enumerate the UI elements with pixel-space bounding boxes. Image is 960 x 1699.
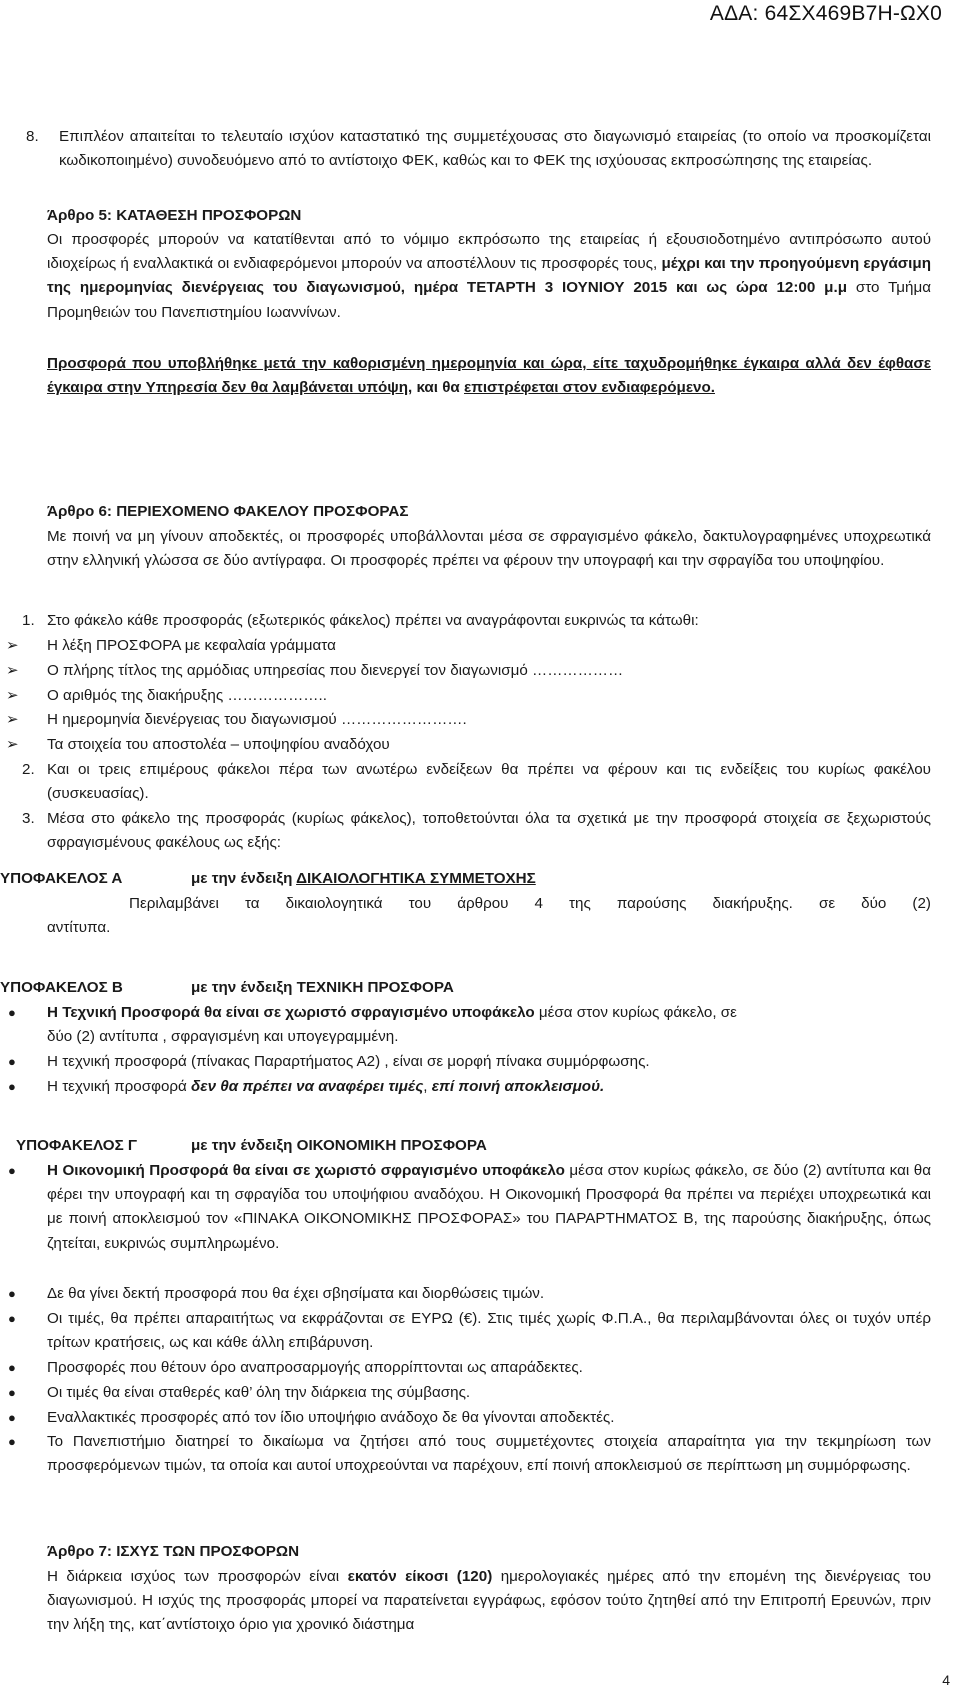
article-6-title: Άρθρο 6: ΠΕΡΙΕΧΟΜΕΝΟ ΦΑΚΕΛΟΥ ΠΡΟΣΦΟΡΑΣ: [47, 503, 409, 520]
article-5-p1-text: Οι προσφορές μπορούν να κατατίθενται από το νόμιμο εκπρόσωπο της εταιρείας ή εξουσιοδοτημένο αντιπρόσωπο αυτού ιδιοχείρως ή εναλλακτικά οι ενδιαφερόμενοι μπορούν να αποστέλλουν τις προσφορές τους,: [47, 231, 931, 273]
sub-c-c6: Εναλλακτικές προσφορές από τον ίδιο υποψήφιο ανάδοχο δε θα γίνονται αποδεκτές.: [47, 1409, 615, 1426]
article-7-duration: εκατόν είκοσι (120): [347, 1568, 493, 1585]
sub-b-b3-pre: Η τεχνική προσφορά: [47, 1078, 192, 1095]
article-5-deadline: μέχρι και την προηγούμενη εργάσιμη της ημερομηνίας διενέργειας του διαγωνισμού, ημέρα ΤΕΤΑΡΤΗ 3 ΙΟΥΝΙΟΥ 2015 και ως ώρα 12:00 μ.μ: [47, 255, 931, 297]
bullet-dot-icon: ●: [8, 1005, 16, 1020]
sub-c-c2: Δε θα γίνει δεκτή προσφορά που θα έχει σβησίματα και διορθώσεις τιμών.: [47, 1285, 545, 1302]
sub-b-b1-line-2: δύο (2) αντίτυπα , σφραγισμένη και υπογεγραμμένη.: [47, 1028, 399, 1045]
bullet-dot-icon: ●: [8, 1434, 16, 1449]
sub-c-c1-rest: μέσα στον κυρίως φάκελο, σε δύο (2) αντίτυπα και θα φέρει την υπογραφή και τη σφραγίδα του υποψήφιου αναδόχου. Η Οικονομική Προσφορά θα πρέπει να περιέχει υποχρεωτικά και με ποινή αποκλεισμού τον «ΠΙΝΑΚΑ ΟΙΚΟΝΟΜΙΚΗΣ ΠΡΟΣΦΟΡΑΣ» του ΠΑΡΑΡΤΗΜΑΤΟΣ Β, της παρούσης διακήρυξης, όπως ζητείται, ευκρινώς συμπληρωμένο.: [47, 1162, 931, 1252]
page-number: 4: [942, 1672, 950, 1688]
sub-b-b2-text: Η τεχνική προσφορά (πίνακας Παραρτήματος Α2) , είναι σε μορφή πίνακα συμμόρφωσης.: [47, 1053, 650, 1070]
article-6-n2-number: 2.: [22, 761, 35, 778]
article-5-paragraph-2: [47, 352, 931, 400]
sub-b-b3-mid: ,: [423, 1078, 432, 1095]
sub-c-c5: Οι τιμές θα είναι σταθερές καθ’ όλη την διάρκεια της σύμβασης.: [47, 1384, 471, 1401]
arrow-item-text: Η ημερομηνία διενέργειας του διαγωνισμού …………………….: [47, 711, 467, 728]
article-6-paragraph-1: Με ποινή να μη γίνουν αποδεκτές, οι προσφορές υποβάλλονται μέσα σε σφραγισμένο φάκελο, δακτυλογραφημένες υποχρεωτικά στην ελληνική γλώσσα σε δύο αντίγραφα. Οι προσφορές πρέπει να φέρουν την υπογραφή και την σφραγίδα του υποψηφίου.: [47, 528, 931, 570]
sub-a-line-1: Περιλαμβάνει τα δικαιολογητικά του άρθρου 4 της παρούσης διακήρυξης. σε δύο (2): [129, 895, 931, 912]
article-6-n2-text: Και οι τρεις επιμέρους φάκελοι πέρα των ανωτέρω ενδείξεων θα πρέπει να φέρουν και τις ενδείξεις του κυρίως φακέλου (συσκευασίας).: [47, 761, 931, 803]
article-5-title: Άρθρο 5: ΚΑΤΑΘΕΣΗ ΠΡΟΣΦΟΡΩΝ: [47, 207, 302, 224]
bullet-dot-icon: ●: [8, 1163, 16, 1178]
ada-code: ΑΔΑ: 64ΣΧ469Β7Η-ΩΧ0: [709, 2, 942, 25]
arrow-item-text: Ο πλήρης τίτλος της αρμόδιας υπηρεσίας που διενεργεί τον διαγωνισμό ………………: [47, 662, 624, 679]
article-6-n1-text: Στο φάκελο κάθε προσφοράς (εξωτερικός φάκελος) πρέπει να αναγράφονται ευκρινώς τα κάτωθι:: [47, 612, 699, 629]
sub-a-label: ΥΠΟΦΑΚΕΛΟΣ Α: [0, 870, 123, 887]
article-7-paragraph: [47, 1565, 931, 1638]
arrow-bullet-icon: ➢: [6, 687, 19, 704]
bullet-dot-icon: ●: [8, 1054, 16, 1069]
article-6-n3-number: 3.: [22, 810, 35, 827]
sub-c-indication: με την ένδειξη ΟΙΚΟΝΟΜΙΚΗ ΠΡΟΣΦΟΡΑ: [191, 1137, 487, 1154]
arrow-bullet-icon: ➢: [6, 736, 19, 753]
arrow-bullet-icon: ➢: [6, 711, 19, 728]
sub-c-c1: [47, 1159, 931, 1256]
article-5-late-offer-warning: Προσφορά που υποβλήθηκε μετά την καθορισμένη ημερομηνία και ώρα, είτε ταχυδρομήθηκε έγκαιρα αλλά δεν έφθασε έγκαιρα στην Υπηρεσία δεν θα λαμβάνεται υπόψη,: [47, 355, 931, 397]
sub-a-indication-prefix: με την ένδειξη: [191, 870, 297, 887]
sub-c-c4: Προσφορές που θέτουν όρο αναπροσαρμογής απορρίπτονται ως απαράδεκτες.: [47, 1359, 583, 1376]
article-6-n3-text: Μέσα στο φάκελο της προσφοράς (κυρίως φάκελος), τοποθετούνται όλα τα σχετικά με την προσφορά στοιχεία σε ξεχωριστούς σφραγισμένους φακέλους ως εξής:: [47, 810, 931, 852]
sub-b-label: ΥΠΟΦΑΚΕΛΟΣ Β: [0, 979, 123, 996]
arrow-item-text: Η λέξη ΠΡΟΣΦΟΡΑ με κεφαλαία γράμματα: [47, 637, 336, 654]
article-5-p2-rest: και θα: [416, 379, 460, 397]
sub-b-b3-exclusion: επί ποινή αποκλεισμού.: [431, 1078, 605, 1095]
item-8-text: Επιπλέον απαιτείται το τελευταίο ισχύον καταστατικό της συμμετέχουσας στο διαγωνισμό εταιρείας (το οποίο να προσκομίζεται κωδικοποιημένο) συνοδευόμενο από το αντίστοιχο ΦΕΚ, καθώς και το ΦΕΚ της ισχύουσας εκπροσώπησης της εταιρείας.: [59, 128, 931, 170]
sub-c-label: ΥΠΟΦΑΚΕΛΟΣ Γ: [16, 1137, 138, 1154]
sub-a-line-2: αντίτυπα.: [47, 919, 111, 936]
arrow-item-text: Τα στοιχεία του αποστολέα – υποψηφίου αναδόχου: [47, 736, 390, 753]
sub-c-c1-bold: Η Οικονομική Προσφορά θα είναι σε χωριστό σφραγισμένο υποφάκελο: [47, 1162, 565, 1179]
article-5-paragraph-1: [47, 228, 931, 325]
bullet-dot-icon: ●: [8, 1410, 16, 1425]
sub-a-indication-title: ΔΙΚΑΙΟΛΟΓΗΤΙΚΑ ΣΥΜΜΕΤΟΧΗΣ: [296, 870, 536, 887]
bullet-dot-icon: ●: [8, 1311, 16, 1326]
bullet-dot-icon: ●: [8, 1286, 16, 1301]
arrow-bullet-icon: ➢: [6, 637, 19, 654]
sub-b-b1-rest: μέσα στον κυρίως φάκελο, σε: [534, 1004, 737, 1021]
article-7-p-rest: ημερολογιακές ημέρες από την επομένη της διενέργειας του διαγωνισμού. Η ισχύς της προσφοράς μπορεί να παρατείνεται εγγράφως, εφόσον τούτο ζητηθεί από την Επιτροπή Ερευνών, πριν την λήξη της, κατ΄αντίστοιχο όριο για χρονικό διάστημα: [47, 1568, 931, 1634]
article-5-p2-tail: επιστρέφεται στον ενδιαφερόμενο.: [464, 379, 715, 397]
bullet-dot-icon: ●: [8, 1385, 16, 1400]
sub-b-indication: με την ένδειξη ΤΕΧΝΙΚΗ ΠΡΟΣΦΟΡΑ: [191, 979, 454, 996]
article-6-n1-number: 1.: [22, 612, 35, 629]
bullet-dot-icon: ●: [8, 1360, 16, 1375]
item-8-number: 8.: [26, 128, 39, 145]
sub-a-indication: [191, 867, 536, 891]
article-7-title: Άρθρο 7: ΙΣΧΥΣ ΤΩΝ ΠΡΟΣΦΟΡΩΝ: [47, 1543, 300, 1560]
sub-b-b1-bold: Η Τεχνική Προσφορά θα είναι σε χωριστό σφραγισμένο υποφάκελο: [47, 1004, 535, 1021]
sub-c-c7: Το Πανεπιστήμιο διατηρεί το δικαίωμα να ζητήσει από τους συμμετέχοντες στοιχεία απαραίτητα για την τεκμηρίωση των προσφερόμενων τιμών, τα οποία και αυτοί υποχρεούνται να παρέχουν, επί ποινή αποκλεισμού σε περίπτωση μη συμμόρφωσης.: [47, 1433, 931, 1475]
article-5-p1-end: στο Τμήμα Προμηθειών του Πανεπιστημίου Ιωαννίνων.: [47, 279, 931, 321]
arrow-item-text: Ο αριθμός της διακήρυξης ………………..: [47, 687, 327, 704]
sub-b-b3-no-prices: δεν θα πρέπει να αναφέρει τιμές: [191, 1078, 424, 1095]
bullet-dot-icon: ●: [8, 1079, 16, 1094]
arrow-bullet-icon: ➢: [6, 662, 19, 679]
article-7-p-pre: Η διάρκεια ισχύος των προσφορών είναι: [47, 1568, 348, 1585]
sub-c-c3: Οι τιμές, θα πρέπει απαραιτήτως να εκφράζονται σε ΕΥΡΩ (€). Στις τιμές χωρίς Φ.Π.Α., θα περιλαμβάνονται όλες οι τυχόν υπέρ τρίτων κρατήσεις, ως και κάθε άλλη επιβάρυνση.: [47, 1310, 931, 1352]
